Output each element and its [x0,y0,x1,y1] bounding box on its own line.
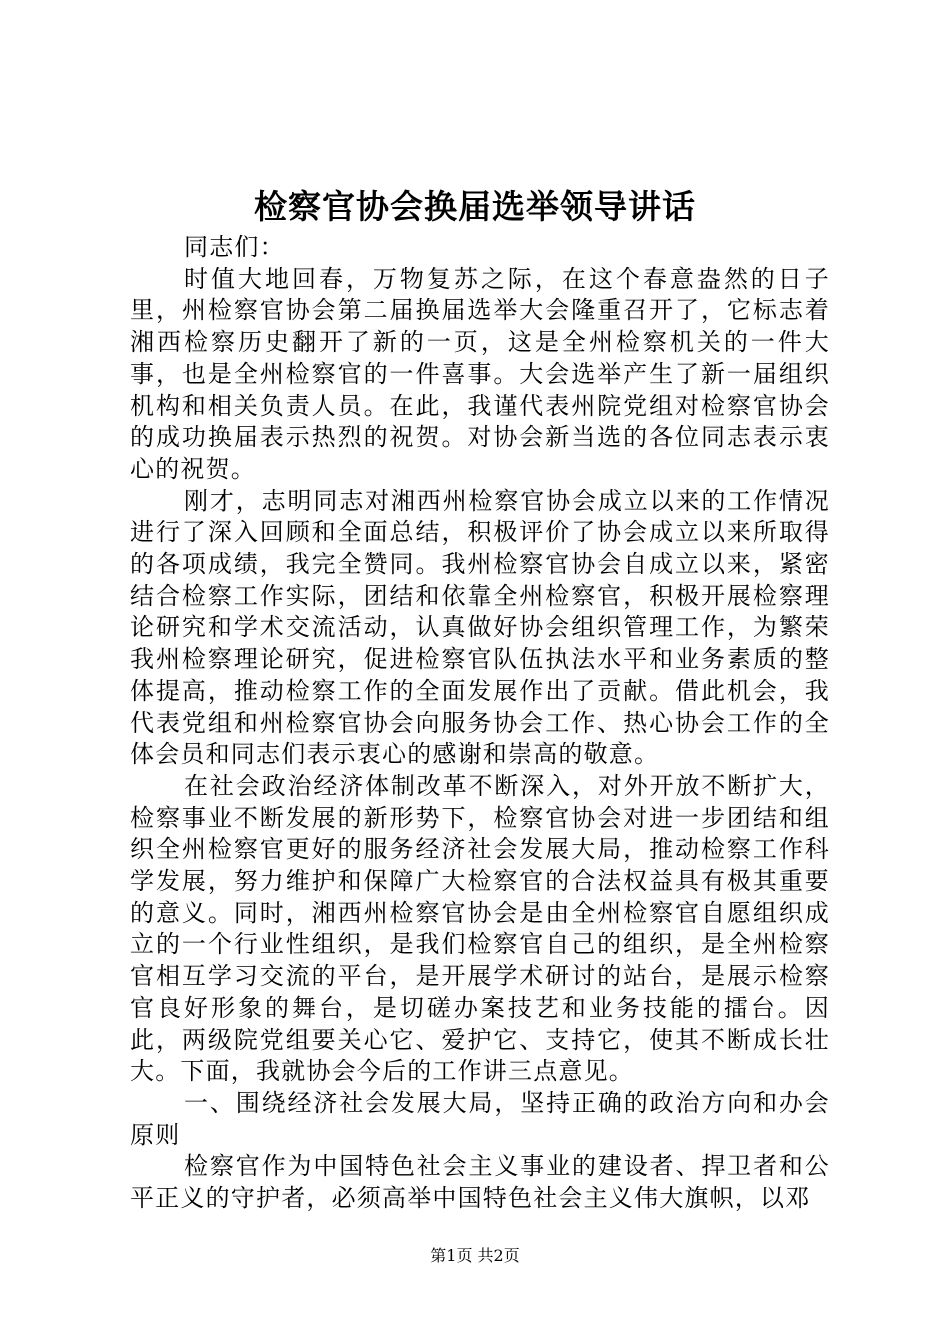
salutation: 同志们： [184,233,285,261]
document-body [130,232,830,1215]
page-footer: 第1页 共2页 [430,1246,520,1265]
paragraph: 在社会政治经济体制改革不断深入，对外开放不断扩大，检察事业不断发展的新形势下，检察官协会对进一步团结和组织全州检察官更好的服务经济社会发展大局，推动检察工作科学发展，努力维护和保障广大检察官的合法权益具有极其重要的意义。同时，湘西州检察官协会是由全州检察官自愿组织成立的一个行业性组织，是我们检察官自己的组织，是全州检察官相互学习交流的平台，是开展学术研讨的站台，是展示检察官良好形象的舞台，是切磋办案技艺和业务技能的擂台。因此，两级院党组要关心它、爱护它、支持它，使其不断成长壮大。下面，我就协会今后的工作讲三点意见。 [130,771,830,1086]
paragraph: 检察官作为中国特色社会主义事业的建设者、捍卫者和公平正义的守护者，必须高举中国特色社会主义伟大旗帜，以邓 [130,1152,830,1213]
document-title: 检察官协会换届选举领导讲话 [254,187,696,226]
paragraph: 刚才，志明同志对湘西州检察官协会成立以来的工作情况进行了深入回顾和全面总结，积极评价了协会成立以来所取得的各项成绩，我完全赞同。我州检察官协会自成立以来，紧密结合检察工作实际，团结和依靠全州检察官，积极开展检察理论研究和学术交流活动，认真做好协会组织管理工作，为繁荣我州检察理论研究，促进检察官队伍执法水平和业务素质的整体提高，推动检察工作的全面发展作出了贡献。借此机会，我代表党组和州检察官协会向服务协会工作、热心协会工作的全体会员和同志们表示衷心的感谢和崇高的敬意。 [130,486,830,769]
paragraph: 时值大地回春，万物复苏之际，在这个春意盎然的日子里，州检察官协会第二届换届选举大会隆重召开了，它标志着湘西检察历史翻开了新的一页，这是全州检察机关的一件大事，也是全州检察官的一件喜事。大会选举产生了新一届组织机构和相关负责人员。在此，我谨代表州院党组对检察官协会的成功换届表示热烈的祝贺。对协会新当选的各位同志表示衷心的祝贺。 [130,264,830,483]
section-heading: 一、围绕经济社会发展大局，坚持正确的政治方向和办会原则 [130,1088,830,1149]
